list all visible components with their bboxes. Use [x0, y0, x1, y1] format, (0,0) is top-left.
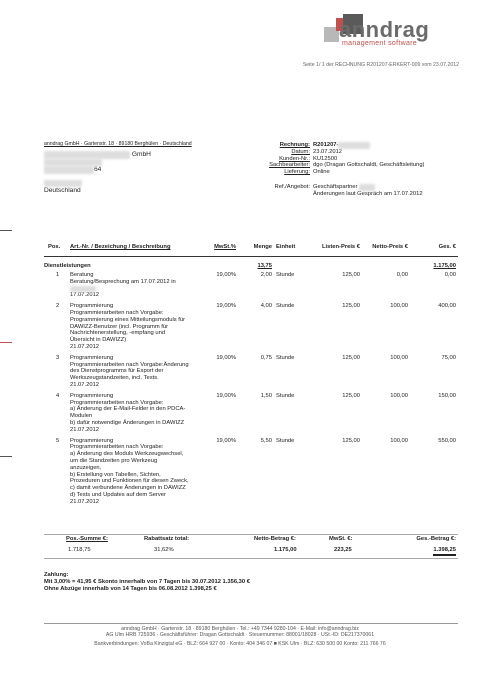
row-mwst: 19,00%	[216, 303, 236, 310]
description-line: anzuzeigen,	[70, 464, 102, 471]
fold-mark-3	[0, 456, 12, 457]
row-einheit: Stunde	[276, 303, 295, 310]
description-line: Beratung/Besprechung am 17.07.2012 in	[70, 278, 176, 285]
payment-block	[44, 572, 464, 592]
totals-labels	[44, 536, 458, 544]
column-header: Netto-Preis €	[372, 244, 408, 250]
description-line: Programmierung	[70, 354, 114, 361]
gesamt-value: 1.398,25	[433, 547, 456, 556]
rabatt-label: Rabattsatz total:	[144, 536, 190, 542]
meta-label: Lieferung:	[284, 169, 310, 176]
description-line: um die Standzeiten pro Werkzeug	[70, 457, 158, 464]
gesamt-label: Ges.-Betrag €:	[416, 536, 456, 542]
description-line: Programmierarbeiten nach Vorgabe:	[70, 309, 164, 316]
row-liste: 125,00	[342, 354, 360, 361]
table-row	[44, 272, 458, 299]
description-line: des Dienstprogramms für Export der	[70, 368, 164, 375]
meta-value: dgo (Dragan Gottschaldt, Geschäftsleitung)	[313, 162, 425, 169]
netto-label: Netto-Betrag €:	[254, 536, 296, 542]
meta-value: Online	[313, 169, 330, 176]
company-logo	[322, 14, 462, 54]
footer-rule	[44, 623, 458, 624]
table-row	[44, 438, 458, 506]
table-row	[44, 303, 458, 351]
totals-top-rule	[44, 534, 458, 535]
row-ges: 150,00	[438, 392, 456, 399]
description-line: Programmierarbeiten nach Vorgabe:	[70, 399, 164, 406]
row-menge: 1,50	[260, 392, 272, 399]
meta-row	[240, 162, 470, 169]
row-mwst: 19,00%	[216, 354, 236, 361]
row-description	[70, 393, 210, 434]
row-netto: 100,00	[390, 392, 408, 399]
sender-line: anndrag GmbH · Gartenstr. 18 · 89180 Berghülen · Deutschland	[44, 141, 192, 147]
recipient-address	[44, 151, 214, 195]
description-line	[70, 286, 210, 293]
table-header	[44, 244, 458, 253]
rabatt-value: 31,62%	[154, 547, 174, 553]
group-qty: 13,75	[257, 263, 272, 269]
footer-line-2: AG Ulm HRB 725936 · Geschäftsführer: Dragan Gottschaldt · Steuernummer: 88001/18028 · USt.-ID: DE217370061	[105, 632, 375, 639]
column-header: Pos.	[48, 244, 61, 250]
ref-label: Ref./Angebot:	[274, 184, 310, 190]
row-ges: 550,00	[438, 437, 456, 444]
row-ges: 0,00	[444, 272, 456, 278]
description-line: Programmierarbeiten nach Vorgabe:Änderung	[70, 361, 189, 368]
meta-value: 23.07.2012	[313, 148, 343, 155]
description-line: 21.07.2012	[70, 426, 100, 433]
payment-skonto: Mit 3,00% = 41,95 € Skonto innerhalb von 7 Tagen bis 30.07.2012 1.356,30 €	[44, 578, 250, 585]
payment-title: Zahlung:	[44, 572, 69, 578]
row-pos: 3	[56, 354, 60, 361]
totals-values	[44, 547, 458, 555]
table-row	[44, 355, 458, 389]
row-netto: 100,00	[390, 303, 408, 310]
description-line: Programmierung	[70, 437, 114, 444]
column-header: MwSt.%	[214, 244, 236, 250]
row-description	[70, 303, 210, 351]
row-pos: 2	[56, 303, 60, 310]
description-line: Programmierung	[70, 303, 114, 310]
footer-line-3: Bankverbindungen: VoBa Kinzigtal eG · BLZ: 664 927 00 · Konto: 404 346 07 ■ KSK Ulm · BLZ: 630 500 00 Konto: 211 766 76	[94, 641, 386, 648]
description-line: Übersicht in DAWIZZ)	[70, 337, 127, 344]
recipient-line-2	[44, 159, 214, 167]
meta-row	[240, 156, 470, 163]
row-menge: 0,75	[260, 354, 272, 361]
description-line: b) Erstellung von Tabellen, Sichten,	[70, 471, 161, 478]
row-description	[70, 355, 210, 389]
pos-summe-value: 1.718,75	[68, 547, 91, 553]
meta-row	[240, 142, 470, 149]
ref-line-2: Änderungen laut Gespräch am 17.07.2012	[313, 190, 423, 197]
recipient-line-4	[44, 180, 214, 188]
description-line: 21.07.2012	[70, 498, 100, 505]
row-mwst: 19,00%	[216, 392, 236, 399]
description-line: Programmierarbeiten nach Vorgabe:	[70, 444, 164, 451]
description-line: a) Änderung der E-Mail-Felder in den PDCA-	[70, 406, 186, 413]
meta-label: Datum:	[291, 148, 310, 155]
description-line: Modulen	[70, 413, 93, 420]
header-rule	[44, 256, 458, 257]
footer	[20, 626, 460, 648]
row-mwst: 19,00%	[216, 437, 236, 444]
description-line: c) damit verbundene Änderungen in DAWIZZ	[70, 485, 186, 492]
row-pos: 5	[56, 437, 60, 444]
row-description	[70, 272, 210, 299]
recipient-line-1: GmbH	[44, 151, 214, 159]
group-total: 1.175,00	[433, 263, 456, 269]
row-description	[70, 438, 210, 506]
meta-value: R201207-	[313, 142, 370, 149]
row-mwst: 19,00%	[216, 272, 236, 278]
mwst-label: MwSt. €:	[329, 536, 353, 542]
reference-block	[240, 184, 470, 198]
row-ges: 75,00	[441, 354, 456, 361]
group-row	[44, 263, 458, 271]
description-line: Werkszeugstandzeiten, incl. Tests.	[70, 375, 159, 382]
row-ges: 400,00	[438, 303, 456, 310]
row-einheit: Stunde	[276, 437, 295, 444]
meta-row	[240, 149, 470, 156]
row-liste: 125,00	[342, 303, 360, 310]
group-name: Dienstleistungen	[44, 263, 91, 269]
description-line: 21.07.2012	[70, 381, 100, 388]
payment-net: Ohne Abzüge innerhalb von 14 Tagen bis 06.08.2012 1.398,25 €	[44, 585, 217, 592]
description-line: Programmierung eines Mitteilungsmoduls für	[70, 316, 186, 323]
ref-line-1: Geschäftspartner	[313, 184, 423, 191]
fold-mark-1	[0, 230, 12, 231]
logo-tagline: management software	[342, 40, 417, 47]
mwst-value: 223,25	[334, 547, 352, 553]
row-menge: 4,00	[260, 303, 272, 310]
row-netto: 0,00	[396, 272, 408, 278]
column-header: Art.-Nr. / Bezeichung / Beschreibung	[70, 244, 171, 250]
description-line: Programmierung	[70, 392, 114, 399]
row-einheit: Stunde	[276, 272, 295, 278]
meta-label: Rechnung:	[279, 142, 310, 148]
logo-wordmark: anndrag	[339, 17, 430, 42]
meta-row	[240, 169, 470, 176]
invoice-meta	[240, 142, 470, 176]
table-body	[44, 272, 458, 510]
fold-mark-2	[0, 342, 12, 343]
description-line: b) dafür notwendige Änderungen in DAWIZZ	[70, 419, 185, 426]
totals-bottom-rule	[44, 558, 458, 559]
description-line: Nachrichtenerstellung, -empfang und	[70, 330, 166, 337]
row-liste: 125,00	[342, 437, 360, 444]
row-netto: 100,00	[390, 354, 408, 361]
pos-summe-label: Pos.-Summe €:	[66, 536, 108, 542]
row-einheit: Stunde	[276, 354, 295, 361]
table-row	[44, 393, 458, 434]
column-header: Ges. €	[438, 244, 456, 250]
column-header: Listen-Preis €	[321, 244, 360, 250]
row-menge: 2,00	[260, 272, 272, 278]
description-line: a) Änderung des Moduls Werkzeugwechsel,	[70, 451, 184, 458]
column-header: Einheit	[276, 244, 296, 250]
row-pos: 4	[56, 392, 60, 399]
recipient-line-3: 64	[44, 166, 214, 174]
description-line: Prozeduren und Funktionen für diesen Zweck,	[70, 478, 189, 485]
page-info: Seite 1/ 1 der RECHNUNG R201207-ERKERT-009 vom 23.07.2012	[302, 62, 459, 68]
meta-label: Sachbearbeiter:	[269, 162, 310, 169]
row-pos: 1	[56, 272, 60, 278]
meta-label: Kunden-Nr.:	[279, 155, 310, 162]
row-liste: 125,00	[342, 392, 360, 399]
description-line: 17.07.2012	[70, 292, 100, 299]
description-line: DAWIZZ-Benutzer (incl. Programm für	[70, 323, 169, 330]
meta-value: KU12500	[313, 155, 338, 162]
recipient-country: Deutschland	[44, 187, 81, 195]
description-line: d) Tests und Updates auf dem Server	[70, 491, 166, 498]
row-menge: 5,50	[260, 437, 272, 444]
column-header: Menge	[253, 244, 272, 250]
description-line: Beratung	[70, 272, 94, 278]
netto-value: 1.175,00	[274, 547, 297, 553]
description-line: 21.07.2012	[70, 343, 100, 350]
row-liste: 125,00	[342, 272, 360, 278]
row-einheit: Stunde	[276, 392, 295, 399]
row-netto: 100,00	[390, 437, 408, 444]
footer-line-1: anndrag GmbH · Gartenstr. 18 · 89180 Berghülen · Tel.: +49 7344 9280-104 · E-Mail: info@anndrag.biz	[121, 626, 359, 632]
